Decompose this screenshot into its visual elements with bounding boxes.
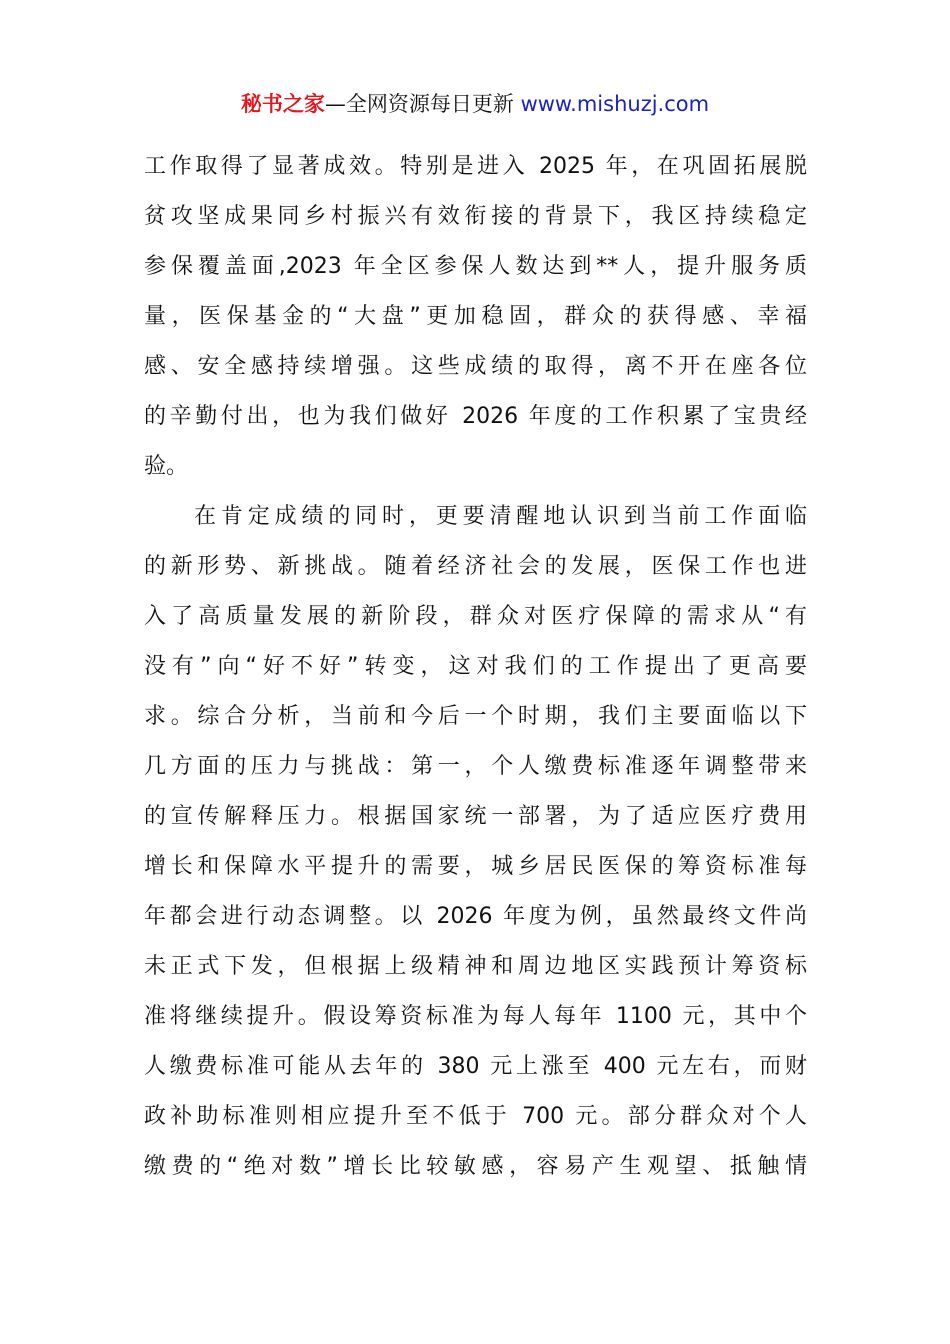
text-line: 未正式下发，但根据上级精神和周边地区实践预计筹资标: [144, 954, 807, 979]
text-line: 入了高质量发展的新阶段，群众对医疗保障的需求从“有: [144, 604, 807, 629]
text-line: 工作取得了显著成效。特别是进入 2025 年，在巩固拓展脱: [144, 154, 807, 179]
text-line: 几方面的压力与挑战：第一，个人缴费标准逐年调整带来: [144, 754, 807, 779]
text-line: 增长和保障水平提升的需要，城乡居民医保的筹资标准每: [144, 854, 807, 879]
text-line: 准将继续提升。假设筹资标准为每人每年 1100 元，其中个: [144, 1004, 807, 1029]
text-line: 量，医保基金的“大盘”更加稳固，群众的获得感、幸福: [144, 304, 807, 329]
text-line: 政补助标准则相应提升至不低于 700 元。部分群众对个人: [144, 1104, 807, 1129]
document-body: [144, 142, 807, 1192]
text-line: 参保覆盖面,2023 年全区参保人数达到**人，提升服务质: [144, 254, 807, 279]
text-line: 在肯定成绩的同时，更要清醒地认识到当前工作面临: [194, 504, 807, 529]
text-line: 人缴费标准可能从去年的 380 元上涨至 400 元左右，而财: [144, 1054, 807, 1079]
paragraph-2: [144, 492, 807, 1192]
text-line: 的宣传解释压力。根据国家统一部署，为了适应医疗费用: [144, 804, 807, 829]
text-line: 感、安全感持续增强。这些成绩的取得，离不开在座各位: [144, 354, 807, 379]
paragraph-1: [144, 142, 807, 492]
page-header: [0, 88, 950, 120]
header-tagline: —全网资源每日更新: [324, 92, 514, 116]
header-brand: 秘书之家: [240, 92, 325, 116]
text-line: 缴费的“绝对数”增长比较敏感，容易产生观望、抵触情: [144, 1154, 807, 1179]
header-site-link[interactable]: www.mishuzj.com: [520, 92, 710, 116]
text-line: 的辛勤付出，也为我们做好 2026 年度的工作积累了宝贵经: [144, 404, 807, 429]
text-line: 验。: [144, 454, 189, 479]
text-line: 的新形势、新挑战。随着经济社会的发展，医保工作也进: [144, 554, 807, 579]
text-line: 求。综合分析，当前和今后一个时期，我们主要面临以下: [144, 704, 807, 729]
text-line: 没有”向“好不好”转变，这对我们的工作提出了更高要: [144, 654, 807, 679]
text-line: 年都会进行动态调整。以 2026 年度为例，虽然最终文件尚: [144, 904, 807, 929]
text-line: 贫攻坚成果同乡村振兴有效衔接的背景下，我区持续稳定: [144, 204, 807, 229]
